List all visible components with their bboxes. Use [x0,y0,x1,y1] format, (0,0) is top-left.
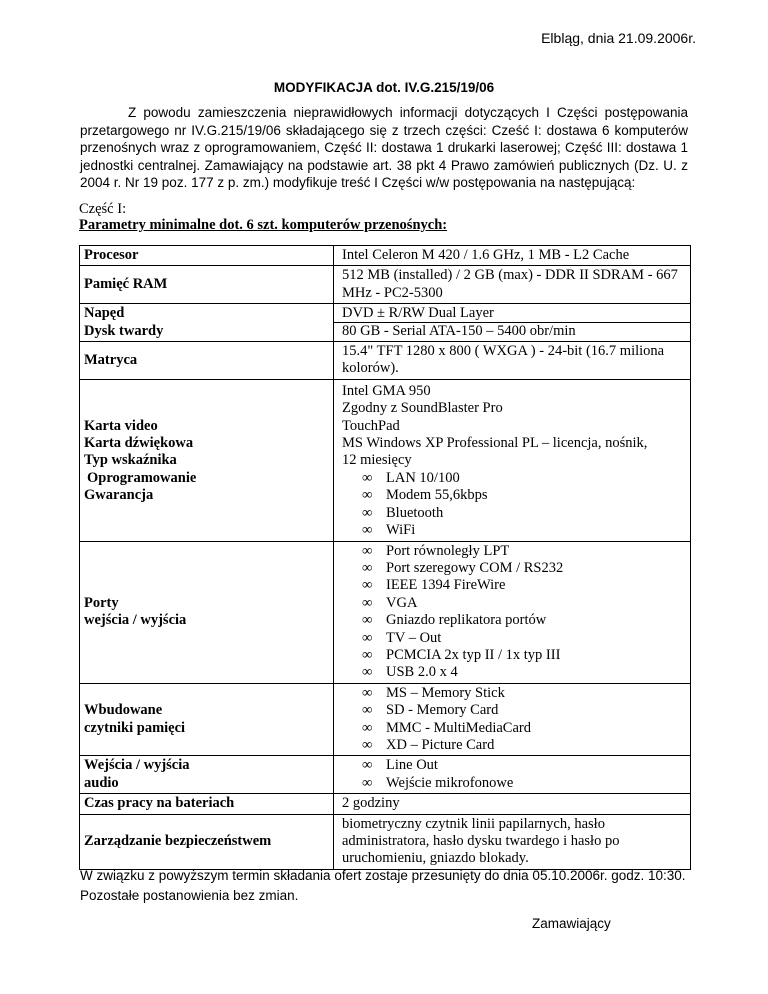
table-row [80,756,691,794]
spec-value-gwarancja: 12 miesięcy [342,452,412,469]
closing-paragraph [80,866,700,906]
list-item: ∞ TV – Out [362,629,442,646]
list-item: ∞ Wejście mikrofonowe [362,774,514,791]
spec-label-czytniki-2: czytniki pamięci [84,719,186,736]
infinity-bullet-icon: ∞ [362,559,373,576]
spec-value: 512 MB (installed) / 2 GB (max) - DDR II SDRAM - 667 MHz - PC2-5300 [334,266,691,304]
date-line: Elbląg, dnia 21.09.2006r. [541,30,696,46]
spec-label: Pamięć RAM [80,266,334,304]
spec-value: Intel Celeron M 420 / 1.6 GHz, 1 MB - L2 Cache [334,246,691,266]
spec-table-continued [79,541,691,870]
list-item: ∞ MS – Memory Stick [362,684,505,701]
table-row [80,794,691,814]
spec-label-porty-2: wejścia / wyjścia [84,612,187,629]
spec-label-wskaznik: Typ wskaźnika [84,452,177,469]
spec-label: Czas pracy na bateriach [80,794,334,814]
table-row [80,814,691,869]
table-row [80,379,691,541]
infinity-bullet-icon: ∞ [362,702,373,719]
table-row [80,304,691,342]
infinity-bullet-icon: ∞ [362,469,373,486]
infinity-bullet-icon: ∞ [362,542,373,559]
spec-label [80,541,334,683]
infinity-bullet-icon: ∞ [362,487,373,504]
list-item: ∞ Port szeregowy COM / RS232 [362,559,564,576]
infinity-bullet-icon: ∞ [362,719,373,736]
spec-value-oprog: MS Windows XP Professional PL – licencja, nośnik, [342,435,648,452]
spec-value [334,541,691,683]
spec-value-dysk: 80 GB - Serial ATA-150 – 5400 obr/min [342,323,576,340]
infinity-bullet-icon: ∞ [362,504,373,521]
spec-label [80,304,334,342]
infinity-bullet-icon: ∞ [362,646,373,663]
spec-value [334,683,691,756]
list-item: ∞ Line Out [362,757,438,774]
infinity-bullet-icon: ∞ [362,736,373,753]
spec-value-video: Intel GMA 950 [342,382,431,399]
spec-label-audio-1: Wejścia / wyjścia [84,757,190,774]
list-item: ∞ XD – Picture Card [362,736,495,753]
spec-value-naped: DVD ± R/RW Dual Layer [334,305,690,323]
list-item: ∞ LAN 10/100 [362,469,460,486]
intro-paragraph [80,104,688,192]
list-item: ∞ SD - Memory Card [362,702,499,719]
infinity-bullet-icon: ∞ [362,757,373,774]
spec-label-oprog: Oprogramowanie [87,469,197,486]
spec-value: biometryczny czytnik linii papilarnych, hasło administratora, hasło dysku twardego i hasło po uruchomieniu, gniazdo blokady. [334,814,691,869]
spec-value [334,304,691,342]
infinity-bullet-icon: ∞ [362,612,373,629]
spec-table [79,245,691,542]
spec-value [334,379,691,541]
spec-value: 2 godziny [334,794,691,814]
table-row [80,266,691,304]
table-row [80,342,691,380]
list-item: ∞ Port równoległy LPT [362,542,510,559]
list-item: ∞ VGA [362,594,418,611]
spec-label-dzwiek: Karta dźwiękowa [84,435,194,452]
infinity-bullet-icon: ∞ [362,774,373,791]
spec-label [80,756,334,794]
spec-value [334,756,691,794]
spec-subtitle: Parametry minimalne dot. 6 szt. komputerów przenośnych: [79,217,448,233]
infinity-bullet-icon: ∞ [362,684,373,701]
list-item: ∞ USB 2.0 x 4 [362,664,458,681]
infinity-bullet-icon: ∞ [362,594,373,611]
infinity-bullet-icon: ∞ [362,664,373,681]
spec-value: 15.4" TFT 1280 x 800 ( WXGA ) - 24-bit (16.7 miliona kolorów). [334,342,691,380]
signer: Zamawiający [532,916,611,931]
list-item: ∞ Gniazdo replikatora portów [362,612,547,629]
spec-label [80,683,334,756]
list-item: ∞ Modem 55,6kbps [362,487,488,504]
list-item: ∞ IEEE 1394 FireWire [362,577,506,594]
spec-label [80,379,334,541]
closing-line-1: W związku z powyższym termin składania ofert zostaje przesunięty do dnia 05.10.2006r. godz. 10:30. [80,868,686,883]
spec-label-dysk: Dysk twardy [84,322,164,339]
document-title: MODYFIKACJA dot. IV.G.215/19/06 [273,80,495,95]
infinity-bullet-icon: ∞ [362,629,373,646]
spec-label: Matryca [80,342,334,380]
spec-label-audio-2: audio [84,774,119,791]
spec-label-naped: Napęd [84,305,125,322]
list-item: ∞ PCMCIA 2x typ II / 1x typ III [362,646,561,663]
spec-value-dzwiek: Zgodny z SoundBlaster Pro [342,400,503,417]
list-item: ∞ Bluetooth [362,504,444,521]
spec-label-video: Karta video [84,417,158,434]
closing-line-2: Pozostałe postanowienia bez zmian. [80,888,299,903]
spec-label: Procesor [80,246,334,266]
part-label: Część I: [79,201,127,217]
spec-label-czytniki-1: Wbudowane [84,702,163,719]
spec-value-wskaznik: TouchPad [342,417,400,434]
table-row [80,683,691,756]
spec-label: Zarządzanie bezpieczeństwem [80,814,334,869]
infinity-bullet-icon: ∞ [362,522,373,539]
intro-text: Z powodu zamieszczenia nieprawidłowych informacji dotyczących I Części postępowania przetargowego nr IV.G.215/19/06 składającego się z trzech części: Cześć I: dostawa 6 komputerów przenośnych wraz z oprogramowaniem, Część II: dostawa 1 drukarki laserowej; Część III: dostawa 1 jednostki centralnej. Zamawiający na podstawie art. 38 pkt 4 Prawo zamówień publicznych (Dz. U. z 2004 r. Nr 19 poz. 177 z p. zm.) modyfikuje treść I Części w/w postępowania na następującą: [80,105,688,191]
spec-label-porty-1: Porty [84,594,119,611]
infinity-bullet-icon: ∞ [362,577,373,594]
list-item: ∞ MMC - MultiMediaCard [362,719,531,736]
table-row [80,541,691,683]
table-row [80,246,691,266]
spec-label-gwarancja: Gwarancja [84,487,154,504]
list-item: ∞ WiFi [362,522,416,539]
